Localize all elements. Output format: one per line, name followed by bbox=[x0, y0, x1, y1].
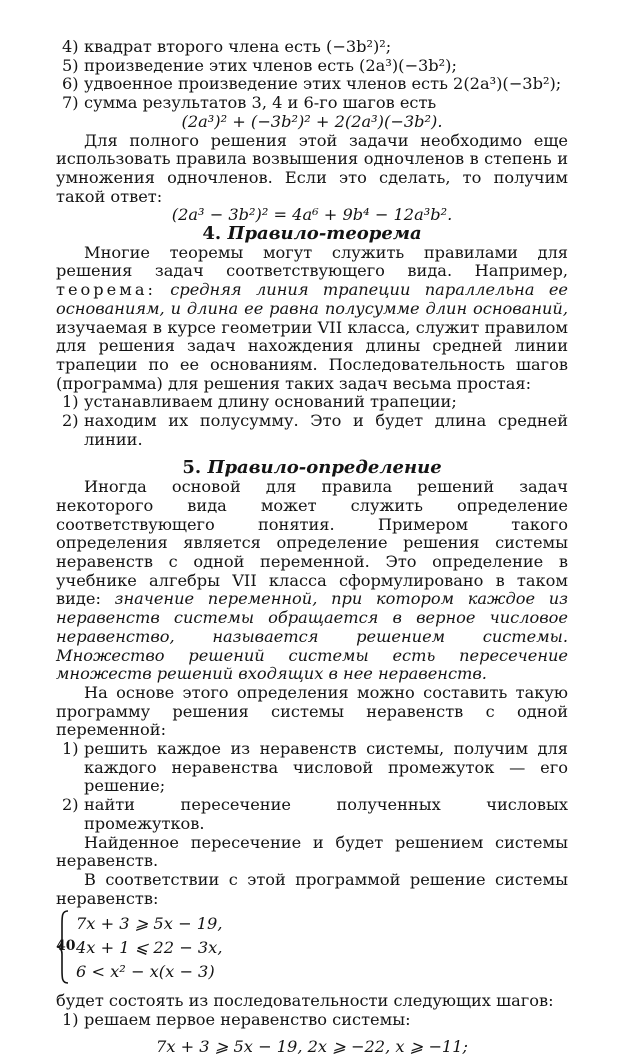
list-item: 6) удвоенное произведение этих членов есть 2(2a³)(−3b²); bbox=[62, 74, 562, 94]
section-heading: 4. Правило-теорема bbox=[202, 223, 422, 245]
list-item: 1) решить каждое из неравенств системы, получим для каждого неравенства числовой промежуток — его решение; bbox=[62, 739, 568, 796]
list-item: 1) устанавливаем длину оснований трапеции; bbox=[62, 392, 457, 412]
inequality: 7x + 3 ⩾ 5x − 19, bbox=[76, 914, 223, 934]
paragraph: На основе этого определения можно составить такую программу решения системы неравенств с одной переменной: bbox=[56, 682, 568, 740]
paragraph: Многие теоремы могут служить правилами для решения задач соответствующего вида. Например, теорема: средняя линия трапеции параллельна ее основаниям, и длина ее равна полусумме длин оснований, изучаемая в курсе геометрии VII класса, служит правилом для решения задач нахождения длины средней линии трапеции по ее основаниям. Последовательность шагов (программа) для решения таких задач весьма простая: bbox=[56, 242, 568, 393]
list-item: 1) решаем первое неравенство системы: bbox=[62, 1010, 411, 1030]
paragraph: Найденное пересечение и будет решением системы неравенств. bbox=[56, 832, 568, 871]
formula: (2a³ − 3b²)² = 4a⁶ + 9b⁴ − 12a³b². bbox=[171, 205, 453, 225]
paragraph: В соответствии с этой программой решение системы неравенств: bbox=[56, 869, 568, 908]
formula: (2a³)² + (−3b²)² + 2(2a³)(−3b²). bbox=[181, 111, 443, 131]
list-item: 2) найти пересечение полученных числовых промежутков. bbox=[62, 795, 568, 833]
page-text bbox=[56, 38, 568, 1056]
inequality-system bbox=[56, 912, 568, 984]
formula: 7x + 3 ⩾ 5x − 19, 2x ⩾ −22, x ⩾ −11; bbox=[156, 1036, 468, 1056]
list-item: 5) произведение этих членов есть (2a³)(−3b²); bbox=[62, 55, 457, 75]
paragraph: будет состоять из последовательности следующих шагов: bbox=[56, 991, 554, 1011]
section-heading: 5. Правило-определение bbox=[182, 457, 442, 479]
list-item: 4) квадрат второго члена есть (−3b²)²; bbox=[62, 37, 392, 56]
list-item: 7) сумма результатов 3, 4 и 6-го шагов есть bbox=[62, 93, 437, 113]
inequality: 4x + 1 ⩽ 22 − 3x, bbox=[76, 938, 223, 958]
inequality: 6 < x² − x(x − 3) bbox=[76, 962, 215, 982]
paragraph: Иногда основой для правила решений задач некоторого вида может служить определение соответствующего понятия. Примером такого определения является определение решения системы неравенств с одной переменной. Это определение в учебнике алгебры VII класса сформулировано в таком виде: значение переменной, при котором каждое из неравенств системы обращается в верное числовое неравенство, называется решением системы. Множество решений системы есть пересечение множеств решений входящих в нее неравенств. bbox=[56, 477, 568, 684]
paragraph: Для полного решения этой задачи необходимо еще использовать правила возвышения одночленов в степень и умножения одночленов. Если это сделать, то получим такой ответ: bbox=[56, 130, 568, 206]
page-number: 40 bbox=[56, 938, 76, 954]
list-item: 2) находим их полусумму. Это и будет длина средней линии. bbox=[62, 411, 568, 449]
